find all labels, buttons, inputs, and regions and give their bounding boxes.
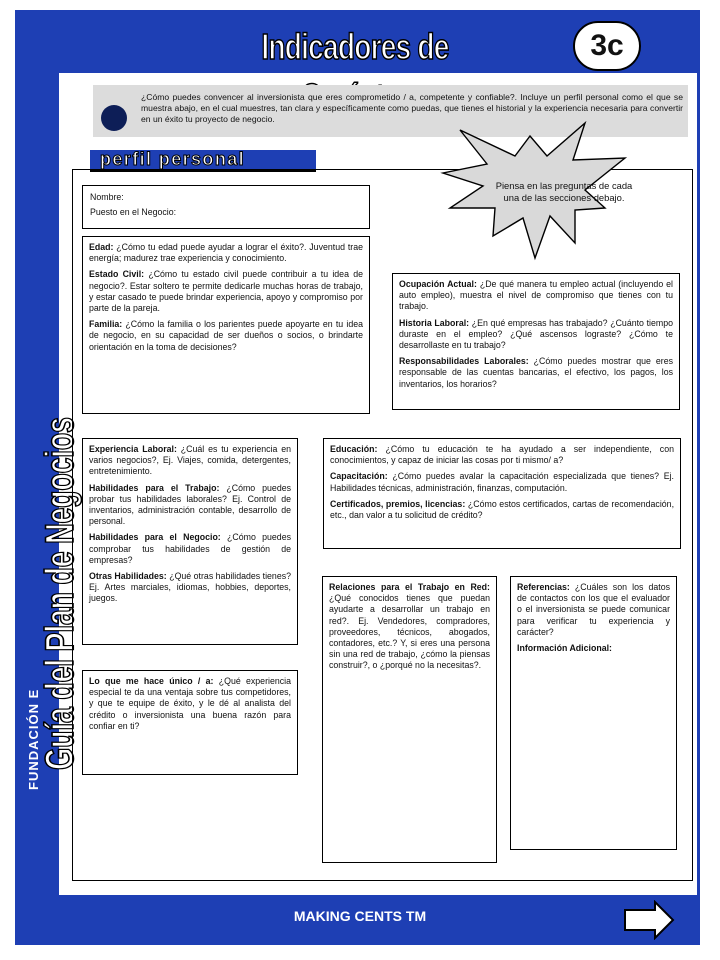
side-title-text: Guía del Plan de Negocios [38, 417, 82, 770]
training-text: ¿Cómo puedes avalar la capacitación especializada que tienes? Ej. Habilidades técnicas, administración, finanzas, computación. [330, 471, 674, 493]
age-text: ¿Cómo tu edad puede ayudar a lograr el éxito?. Juventud trae energía; madurez trae experiencia y conocimiento. [89, 242, 363, 264]
responsibilities-heading: Responsabilidades Laborales: [399, 356, 529, 367]
name-label: Nombre: [90, 192, 124, 202]
network-text: ¿Qué conocidos tienes que puedan ayudarte a desarrollar un trabajo en red?. Ej. Vendedores, compradores, proveedores, técnicos, abogados, contadores, etc.? Y, si eres una persona sin una red de trabajo, ¿cómo la piensas construir?, o ¿porqué no la necesitas?. [329, 593, 490, 671]
section-header [90, 150, 316, 172]
civil-heading: Estado Civil: [89, 269, 145, 280]
certificates-heading: Certificados, premios, licencias: [330, 498, 466, 509]
unique-text: ¿Qué experiencia especial te da una ventaja sobre tus competidores, y que te equipe de éxito, y le dé al analista del crédito o inversionista una buena razón para confiar en ti? [89, 676, 291, 731]
network-box[interactable] [322, 576, 497, 863]
business-skills-text: ¿Cómo puedes comprobar tus habilidades de gestión de empresas? [89, 532, 291, 565]
education-box[interactable] [323, 438, 681, 549]
bullet-icon [101, 105, 127, 131]
additional-info-heading: Información Adicional: [517, 643, 612, 654]
section-badge: 3c [573, 21, 641, 71]
history-text: ¿En qué empresas has trabajado? ¿Cuánto tiempo duraste en el empleo? ¿Qué ascensos lograste? ¿Cómo te desarrollaste en tu trabajo? [399, 317, 673, 351]
unique-box[interactable] [82, 670, 298, 775]
family-text: ¿Cómo la familia o los parientes puede apoyarte en tu idea de negocio, en su capacidad de ser dueños o socios, o brindarte orientación en la toma de decisiones? [89, 319, 363, 352]
next-arrow-icon[interactable] [623, 900, 675, 940]
other-skills-text: ¿Qué otras habilidades tienes? Ej. Artes marciales, idiomas, hobbies, deportes, juegos. [89, 571, 291, 604]
position-label: Puesto en el Negocio: [90, 207, 177, 217]
footer-brand: MAKING CENTS TM [293, 908, 427, 924]
callout-text: Piensa en las preguntas de cada una de las secciones debajo. [495, 180, 633, 203]
business-skills-heading: Habilidades para el Negocio: [89, 532, 221, 543]
section-label: perfil personal [100, 149, 246, 169]
responsibilities-text: ¿Cómo puedes mostrar que eres responsable de las cuentas bancarias, el efectivo, los pagos, los inventarios, los horarios? [399, 356, 673, 389]
occupation-text: ¿De qué manera tu empleo actual (incluyendo el auto empleo), muestra el nivel de compromiso que tienes con tu trabajo. [399, 279, 673, 312]
side-org: FUNDACIÓN E [26, 688, 41, 790]
work-skills-text: ¿Cómo puedes probar tus habilidades laborales? Ej. Control de inventarios, administración contable, desarrollo de personal. [89, 482, 292, 527]
work-skills-heading: Habilidades para el Trabajo: [89, 482, 220, 493]
history-heading: Historia Laboral: [399, 317, 470, 328]
personal-box[interactable] [82, 236, 370, 414]
certificates-text: ¿Cómo estos certificados, cartas de recomendación, etc., dan valor a tu solicitud de crédito? [330, 498, 675, 521]
family-heading: Familia: [89, 319, 123, 330]
experience-text: ¿Cuál es tu experiencia en varios negocios?, Ej. Viajes, comida, detergentes, entretenimiento. [89, 444, 291, 477]
experience-box[interactable] [82, 438, 298, 645]
age-heading: Edad: [89, 242, 114, 252]
civil-text: ¿Cómo tu estado civil puede contribuir a tu idea de negocio?. Estar soltero te permite dedicarle muchas horas de trabajo, y estar casado te puede brindar experiencia, apoyo y compromiso por parte de la pareja. [89, 269, 363, 314]
training-heading: Capacitación: [330, 471, 388, 482]
occupation-heading: Ocupación Actual: [399, 279, 477, 289]
occupation-box[interactable] [392, 273, 680, 410]
page-title: Indicadores de [261, 26, 449, 67]
experience-heading: Experiencia Laboral: [89, 444, 177, 454]
unique-heading: Lo que me hace único / a: [89, 676, 214, 686]
education-text: ¿Cómo tu educación te ha ayudado a ser independiente, con conocimientos, y capaz de iniciar las cosas por ti mismo/ a? [330, 444, 674, 466]
references-box[interactable] [510, 576, 677, 850]
intro-text: ¿Cómo puedes convencer al inversionista que eres comprometido / a, competente y confiable?. Incluye un perfil personal como el que se muestra abajo, en el cual muestres, tan clara y específicamente como puedas, que tienes el historial y la experiencia necesaria para convertir en un éxito tu proyecto de negocio. [141, 92, 683, 124]
education-heading: Educación: [330, 444, 378, 454]
references-text: ¿Cuáles son los datos de contactos con los que el evaluador o el inversionista se puede comunicar para verificar tu experiencia y carácter? [517, 582, 670, 637]
references-heading: Referencias: [517, 582, 570, 592]
name-box[interactable] [82, 185, 370, 229]
network-heading: Relaciones para el Trabajo en Red: [329, 582, 490, 592]
other-skills-heading: Otras Habilidades: [89, 571, 167, 582]
